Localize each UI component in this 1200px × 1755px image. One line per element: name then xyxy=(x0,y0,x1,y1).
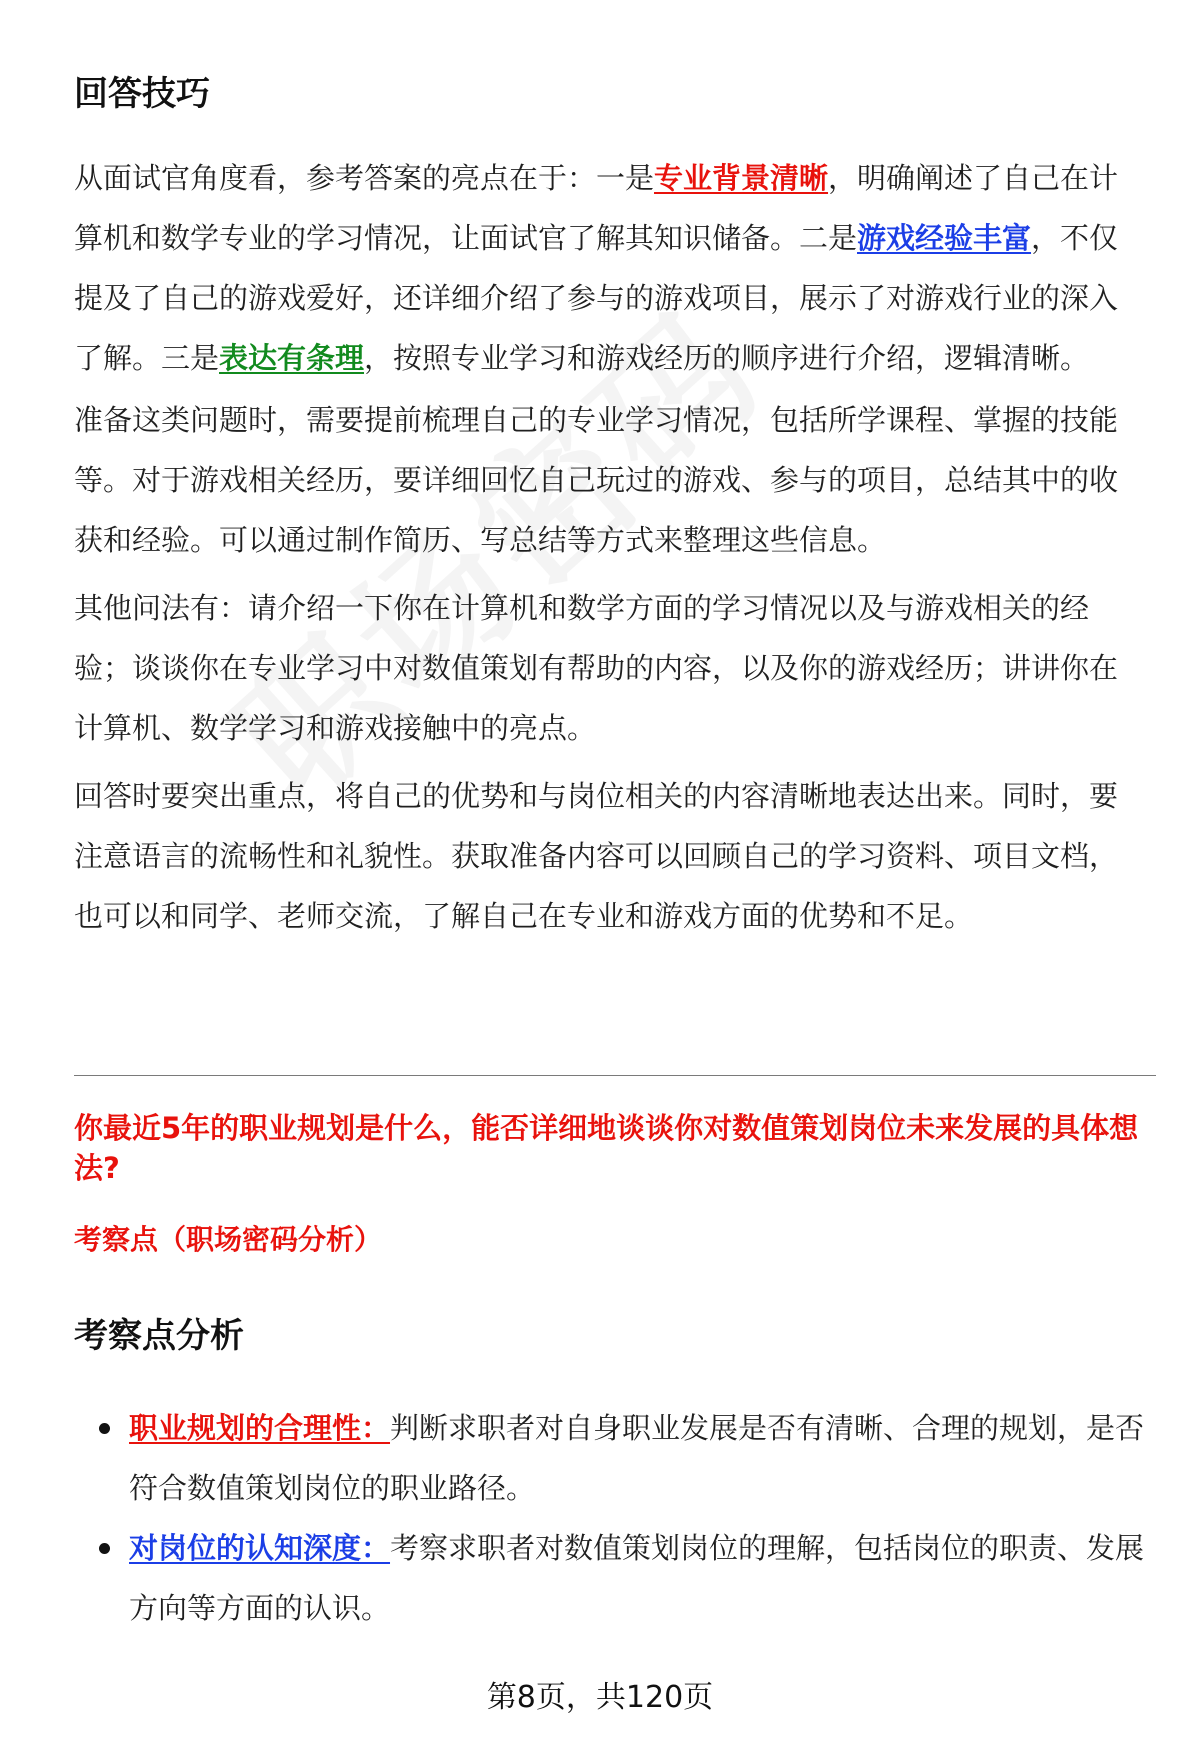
section-divider xyxy=(74,1075,1156,1076)
highlight-professional-background: 专业背景清晰 xyxy=(654,161,829,195)
bullet-icon xyxy=(99,1543,110,1554)
text-segment: ，按照专业学习和游戏经历的顺序进行介绍，逻辑清晰。 xyxy=(364,341,1090,375)
bullet-icon xyxy=(99,1423,110,1434)
bullet-label: 对岗位的认知深度： xyxy=(129,1531,391,1565)
list-item xyxy=(74,1518,1146,1638)
paragraph-highlights xyxy=(74,148,1146,388)
paragraph-alternative-questions: 其他问法有：请介绍一下你在计算机和数学方面的学习情况以及与游戏相关的经验；谈谈你在专业学习中对数值策划有帮助的内容，以及你的游戏经历；讲讲你在计算机、数学学习和游戏接触中的亮点。 xyxy=(74,591,1119,745)
bullet-text: 判断求职者对自身职业发展是否有清晰、合理的规划，是否符合数值策划岗位的职业路径。 xyxy=(129,1411,1145,1505)
highlight-organized-expression: 表达有条理 xyxy=(219,341,365,375)
list-item xyxy=(74,1398,1146,1518)
exam-points-list xyxy=(74,1398,1146,1638)
bullet-text: 考察求职者对数值策划岗位的理解，包括岗位的职责、发展方向等方面的认识。 xyxy=(129,1531,1145,1625)
interview-question: 你最近5年的职业规划是什么，能否详细地谈谈你对数值策划岗位未来发展的具体想法? xyxy=(74,1111,1139,1185)
highlight-game-experience: 游戏经验丰富 xyxy=(857,221,1032,255)
bullet-label: 职业规划的合理性： xyxy=(129,1411,391,1445)
text-segment: ，明确阐述了自己在计算机和数学专业的学习情况，让面试官了解其知识储备。二是 xyxy=(74,161,1119,255)
text-segment: 从面试官角度看，参考答案的亮点在于：一是 xyxy=(74,161,655,195)
paragraph-answer-advice: 回答时要突出重点，将自己的优势和与岗位相关的内容清晰地表达出来。同时，要注意语言的流畅性和礼貌性。获取准备内容可以回顾自己的学习资料、项目文档，也可以和同学、老师交流，了解自己在专业和游戏方面的优势和不足。 xyxy=(74,779,1119,933)
exam-analysis-heading: 考察点分析 xyxy=(74,1316,244,1356)
exam-point-label: 考察点（职场密码分析） xyxy=(74,1223,383,1256)
text-segment: ，不仅提及了自己的游戏爱好，还详细介绍了参与的游戏项目，展示了对游戏行业的深入了解。三是 xyxy=(74,221,1119,375)
answer-tips-heading: 回答技巧 xyxy=(74,74,210,114)
page-number: 第8页，共120页 xyxy=(486,1680,714,1715)
paragraph-preparation: 准备这类问题时，需要提前梳理自己的专业学习情况，包括所学课程、掌握的技能等。对于游戏相关经历，要详细回忆自己玩过的游戏、参与的项目，总结其中的收获和经验。可以通过制作简历、写总结等方式来整理这些信息。 xyxy=(74,403,1119,557)
